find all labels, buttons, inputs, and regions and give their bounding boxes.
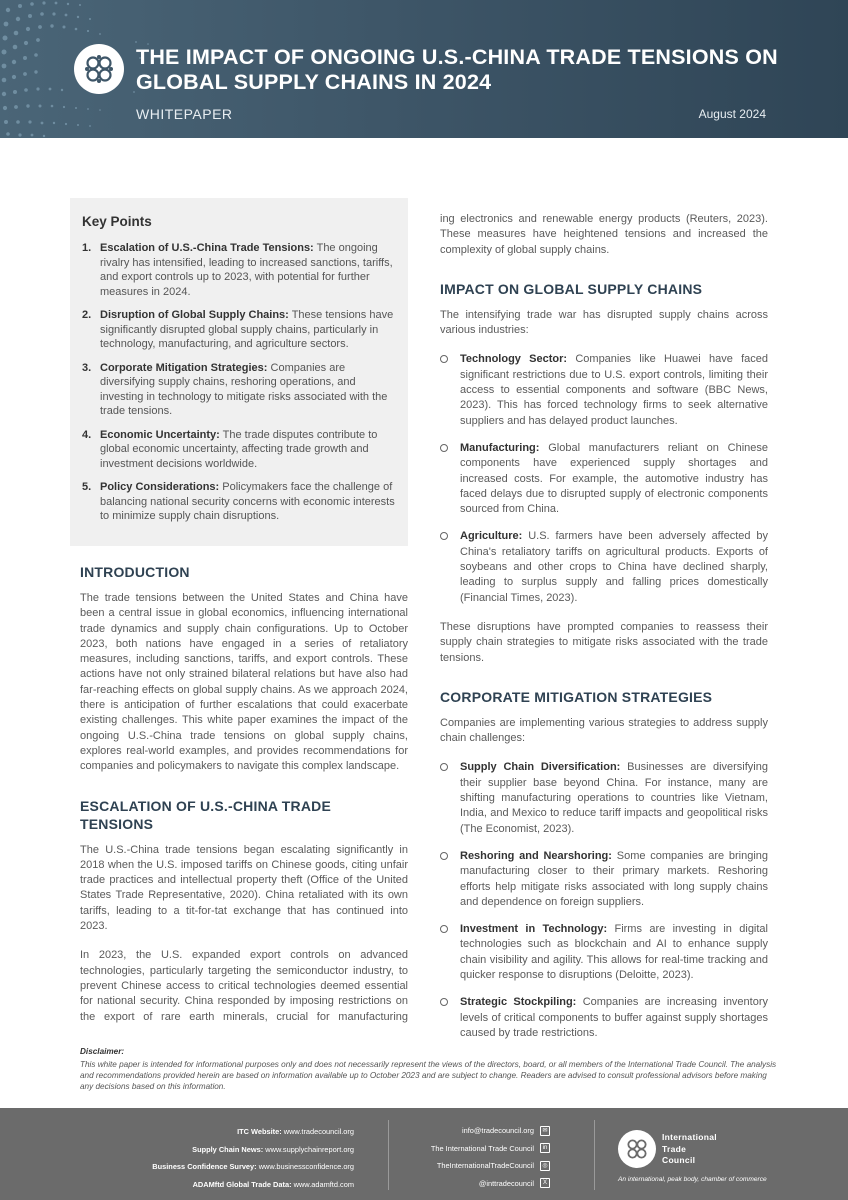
- footer-link-supply-chain[interactable]: [152, 1141, 354, 1159]
- list-item: [440, 441, 768, 517]
- bullet-text: Global manufacturers reliant on Chinese components have experienced supply shortages and increased costs. For example, the automotive industry has faced delays due to disrupted supply of electronic components sourced from China.: [460, 441, 768, 516]
- bullet-label: Manufacturing:: [460, 441, 540, 454]
- linkedin-icon: in: [540, 1143, 550, 1153]
- escalation-continued-text: ing electronics and renewable energy products (Reuters, 2023). These measures have heightened tensions and increased the complexity of global supply chains.: [440, 213, 768, 256]
- footer-link-itc[interactable]: [152, 1123, 354, 1141]
- bullet-text: Companies like Huawei have faced significant restrictions due to U.S. export controls, limiting their access to essential components and software (BBC News, 2023). This has forced technology firms to seek alternative suppliers and has delayed product launches.: [460, 353, 768, 427]
- impact-intro: The intensifying trade war has disrupted supply chains across various industries:: [440, 308, 768, 337]
- key-point-text: Policymakers face the challenge of balancing national security concerns with economic interests to minimize supply chain disruptions.: [100, 481, 395, 522]
- list-item: [440, 922, 768, 983]
- key-point-item: [82, 361, 396, 419]
- footer-contact-instagram[interactable]: [431, 1157, 550, 1175]
- escalation-heading: ESCALATION OF U.S.-CHINA TRADE TENSIONS: [80, 797, 331, 832]
- bullet-circle-icon: [440, 849, 460, 910]
- bullet-circle-icon: [440, 922, 460, 983]
- key-point-text: The trade disputes contribute to global economic uncertainty, affecting trade growth and investment decisions worldwide.: [100, 428, 378, 470]
- bullet-text: U.S. farmers have been adversely affected by China's retaliatory tariffs on agricultural products. Exports of soybeans and other crops to China have declined sharply, leading to surplus supply and falling prices domestically (Financial Times, 2023).: [460, 530, 768, 604]
- footer-link-business-confidence[interactable]: [152, 1158, 354, 1176]
- bullet-text: Firms are investing in digital technologies such as blockchain and AI to enhance supply chain visibility and agility. This allows for real-time tracking and quicker response to disruptions (Deloitte, 2023).: [460, 923, 768, 981]
- mail-icon: ✉: [540, 1126, 550, 1136]
- key-point-item: [82, 241, 396, 299]
- footer-link-url[interactable]: www.businessconfidence.org: [258, 1162, 354, 1171]
- key-point-item: [82, 308, 396, 352]
- bullet-label: Reshoring and Nearshoring:: [460, 849, 612, 862]
- disclaimer-title: Disclaimer:: [80, 1047, 125, 1056]
- contact-text[interactable]: TheInternationalTradeCouncil: [436, 1161, 534, 1170]
- list-item: [440, 760, 768, 836]
- left-column: [80, 563, 408, 1038]
- footer-link-url[interactable]: www.tradecouncil.org: [283, 1127, 354, 1136]
- footer-tagline: An international, peak body, chamber of commerce: [618, 1176, 767, 1183]
- instagram-icon: ◎: [540, 1161, 550, 1171]
- org-name-line: Trade: [662, 1143, 687, 1154]
- bullet-circle-icon: [440, 995, 460, 1041]
- impact-heading: IMPACT ON GLOBAL SUPPLY CHAINS: [440, 280, 703, 297]
- escalation-paragraph: The U.S.-China trade tensions began escalating significantly in 2018 when the U.S. imposed tariffs on Chinese goods, citing unfair trade practices and intellectual property theft (Office of the United States Trade Representative, 2020). China retaliated with its own tariffs, leading to a tit-for-tat exchange that has continued into 2023.: [80, 843, 408, 933]
- key-point-item: [82, 480, 396, 524]
- bullet-label: Agriculture:: [460, 530, 523, 543]
- key-points-title: Key Points: [82, 214, 152, 229]
- bullet-label: Strategic Stockpiling:: [460, 996, 577, 1009]
- page-header: [0, 0, 848, 138]
- footer-org-name: [662, 1132, 717, 1167]
- key-point-number: 1.: [82, 242, 92, 254]
- mitigation-heading: CORPORATE MITIGATION STRATEGIES: [440, 688, 713, 705]
- org-name-line: International: [662, 1132, 717, 1142]
- key-point-number: 3.: [82, 361, 92, 374]
- footer-link-label: Supply Chain News:: [192, 1144, 264, 1154]
- contact-text[interactable]: The International Trade Council: [430, 1143, 534, 1153]
- introduction-heading: INTRODUCTION: [80, 564, 190, 580]
- document-title: THE IMPACT OF ONGOING U.S.-CHINA TRADE TENSIONS ON GLOBAL SUPPLY CHAINS IN 2024: [136, 45, 778, 94]
- right-column: [440, 212, 768, 1053]
- disclaimer: [80, 1046, 780, 1092]
- key-point-label: Disruption of Global Supply Chains:: [100, 309, 289, 321]
- key-points-box: [70, 198, 408, 546]
- bullet-circle-icon: [440, 529, 460, 605]
- key-point-number: 4.: [82, 428, 92, 441]
- document-date: August 2024: [698, 107, 766, 121]
- key-point-label: Economic Uncertainty:: [100, 428, 220, 441]
- disclaimer-text: This white paper is intended for informational purposes only and does not necessarily represent the views of the directors, board, or all members of the International Trade Council. The analysis and recommendations provided herein are based on information available up to October 2023 and are subject to change. Readers are advised to consult professional advisors before making any decisions based on this information.: [80, 1060, 777, 1091]
- bullet-circle-icon: [440, 352, 460, 428]
- key-point-number: 5.: [82, 481, 92, 493]
- bullet-circle-icon: [440, 441, 460, 517]
- list-item: [440, 352, 768, 428]
- footer-contact-x[interactable]: [431, 1175, 550, 1193]
- bullet-text: Businesses are diversifying their supplier base beyond China. For instance, many are shifting manufacturing operations to countries like Vietnam, India, and Mexico to reduce tariff impacts and geopolitical risks (The Economist, 2023).: [460, 761, 768, 835]
- contact-text[interactable]: info@tradecouncil.org: [461, 1126, 534, 1135]
- list-item: [440, 995, 768, 1041]
- footer-links: [152, 1123, 354, 1193]
- contact-text[interactable]: @inttradecouncil: [478, 1178, 534, 1188]
- document-type: WHITEPAPER: [136, 106, 233, 122]
- list-item: [440, 529, 768, 605]
- itc-footer-logo-icon: [618, 1130, 656, 1168]
- footer-link-url[interactable]: www.supplychainreport.org: [265, 1144, 354, 1154]
- key-point-label: Corporate Mitigation Strategies:: [100, 361, 268, 374]
- key-point-text: The ongoing rivalry has intensified, leading to increased sanctions, tariffs, and export controls up to 2023, with potential for further measures in 2024.: [100, 242, 393, 298]
- list-item: [440, 849, 768, 910]
- mitigation-intro: Companies are implementing various strategies to address supply chain challenges:: [440, 716, 768, 745]
- key-point-label: Policy Considerations:: [100, 481, 220, 493]
- page-footer: [0, 1108, 848, 1200]
- x-icon: X: [540, 1178, 550, 1188]
- footer-link-label: ADAMftd Global Trade Data:: [192, 1179, 292, 1189]
- footer-link-label: ITC Website:: [237, 1127, 282, 1136]
- footer-contacts: [431, 1122, 550, 1192]
- bullet-text: Some companies are bringing manufacturing closer to their primary markets. Reshoring efforts help mitigate risks associated with long supply chains and dependence on foreign suppliers.: [460, 849, 769, 908]
- footer-divider: [594, 1120, 595, 1190]
- bullet-circle-icon: [440, 760, 460, 836]
- introduction-text: The trade tensions between the United States and China have been a central issue in global economics, influencing international trade dynamics and supply chain configurations. Up to October 2023, both nations have engaged in a series of retaliatory measures, including sanctions, tariffs, and export controls. These actions have not only strained bilateral relations but have also had far-reaching effects on global supply chains. As we approach 2024, there is anticipation of further escalations that could exacerbate existing challenges. This white paper examines the impact of the ongoing U.S.-China trade tensions on global supply chains, explores real-world examples, and provides recommendations for companies and policymakers to navigate this complex landscape.: [80, 592, 408, 773]
- footer-contact-email[interactable]: [431, 1122, 550, 1140]
- escalation-paragraph: In 2023, the U.S. expanded export controls on advanced technologies, particularly targeting the semiconductor industry, to prevent Chinese access to critical technologies deemed essential for national security. China responded by imposing restrictions on the export of rare earth minerals, crucial for manufacturing: [80, 949, 408, 1023]
- bullet-text: Companies are increasing inventory levels of critical components to buffer against supply shortages caused by trade restrictions.: [460, 996, 769, 1039]
- footer-link-adamftd[interactable]: [152, 1176, 354, 1194]
- bullet-label: Supply Chain Diversification:: [460, 761, 621, 774]
- key-point-number: 2.: [82, 309, 92, 321]
- key-point-label: Escalation of U.S.-China Trade Tensions:: [100, 242, 314, 254]
- org-name-line: Council: [662, 1155, 696, 1165]
- footer-divider: [388, 1120, 389, 1190]
- key-point-text: Companies are diversifying supply chains, reshoring operations, and investing in technology to mitigate risks associated with the trade tensions.: [100, 361, 388, 417]
- footer-contact-linkedin[interactable]: [431, 1140, 550, 1158]
- bullet-label: Investment in Technology:: [460, 923, 608, 936]
- footer-link-label: Business Confidence Survey:: [152, 1162, 257, 1171]
- bullet-label: Technology Sector:: [460, 353, 568, 366]
- itc-logo-icon: [74, 44, 124, 94]
- impact-outro: These disruptions have prompted companies to reassess their supply chain strategies to mitigate risks associated with the trade tensions.: [440, 620, 768, 664]
- footer-link-url[interactable]: www.adamftd.com: [293, 1179, 354, 1189]
- key-point-text: These tensions have significantly disrupted global supply chains, particularly in technology, manufacturing, and agriculture sectors.: [100, 309, 394, 350]
- key-point-item: [82, 428, 396, 472]
